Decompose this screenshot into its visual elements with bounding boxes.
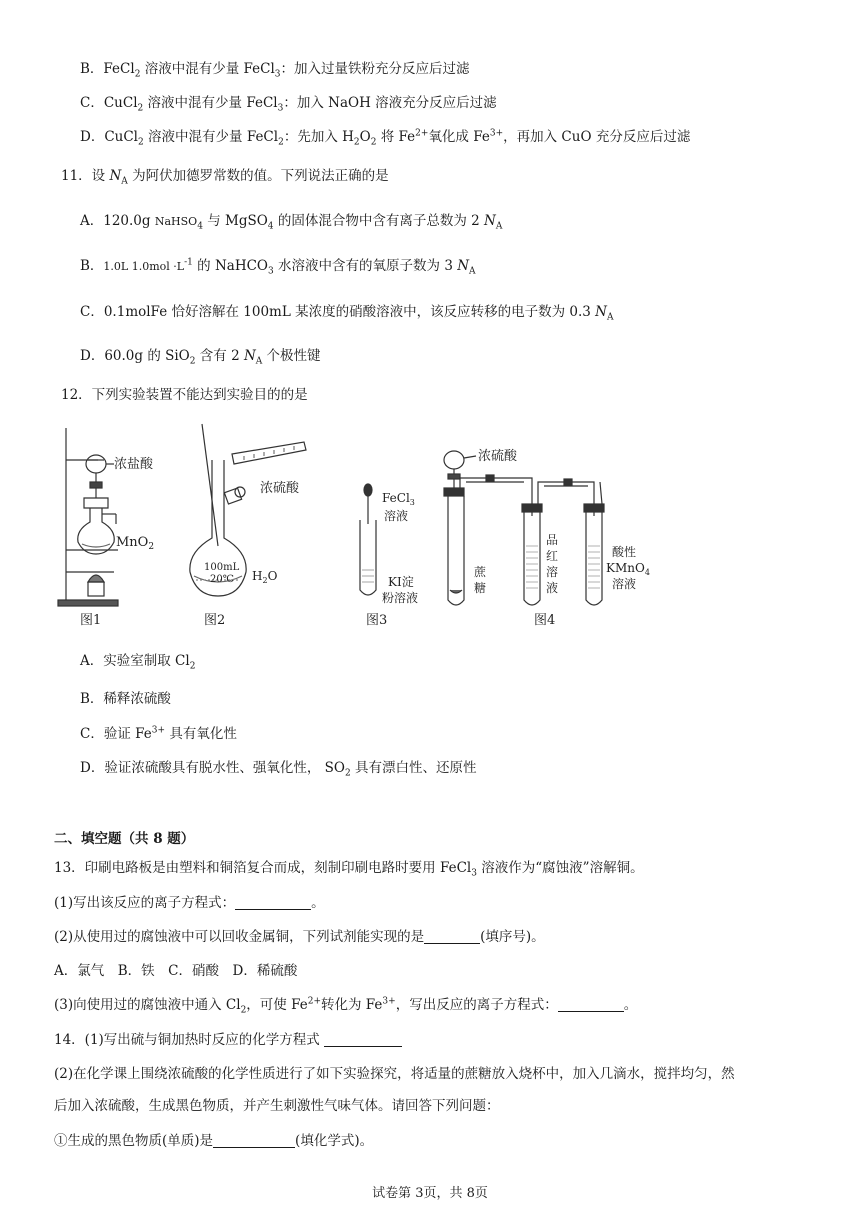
fig4-acid-label: 浓硫酸 bbox=[478, 449, 518, 464]
q14-part-2-sub-1: ①生成的黑色物质(单质)是 (填化学式)。 bbox=[54, 1133, 374, 1149]
fig3-ki-label-1: KI淀 bbox=[388, 575, 414, 589]
q13-choices: A．氯气 B．铁 C．硝酸 D．稀硫酸 bbox=[54, 963, 298, 979]
fig3-ki-label-2: 粉溶液 bbox=[382, 591, 419, 605]
q12-option-d: D．验证浓硫酸具有脱水性、强氧化性， $SO_2$ 具有漂白性、还原性 bbox=[80, 760, 477, 779]
answer-blank[interactable] bbox=[558, 997, 624, 1012]
q13-part-1: (1)写出该反应的离子方程式： 。 bbox=[54, 895, 325, 911]
fig1-acid-label: 浓盐酸 bbox=[114, 457, 154, 472]
fig4-kmno4-1: 酸性 bbox=[612, 545, 637, 559]
fig3-solution-label: 溶液 bbox=[384, 509, 409, 523]
figure-1-caption: 图1 bbox=[80, 613, 102, 628]
fig4-sucrose-2: 糖 bbox=[474, 581, 487, 595]
fig2-water-label: $H_2O$ bbox=[252, 569, 278, 585]
answer-blank[interactable] bbox=[324, 1032, 402, 1047]
q13-stem: 13．印刷电路板是由塑料和铜箔复合而成，刻制印刷电路时要用 FeCl$_3$ 溶液作为“腐蚀液”溶解铜。 bbox=[54, 860, 644, 879]
fig4-pinhong-4: 液 bbox=[546, 581, 559, 595]
q12-apparatus-figures bbox=[54, 420, 674, 632]
answer-blank[interactable] bbox=[235, 895, 311, 910]
fig2-acid-label: 浓硫酸 bbox=[260, 481, 300, 496]
q12-option-b: B．稀释浓硫酸 bbox=[80, 691, 171, 707]
q11-stem: 11．设 $N_A$ 为阿伏加德罗常数的值。下列说法正确的是 bbox=[61, 168, 389, 187]
figure-3-caption: 图3 bbox=[366, 613, 388, 628]
q13-part-2: (2)从使用过的腐蚀液中可以回收金属铜，下列试剂能实现的是 (填序号)。 bbox=[54, 929, 545, 945]
figure-4-caption: 图4 bbox=[534, 613, 556, 628]
q12-stem: 12．下列实验装置不能达到实验目的的是 bbox=[61, 387, 308, 403]
q11-option-a: A．120.0g NaHSO$_4$ 与 MgSO$_4$ 的固体混合物中含有离子总数为 2 $N_A$ bbox=[80, 213, 503, 232]
figure-1-chlorine-setup bbox=[58, 428, 118, 606]
q12-option-c: C．验证 $Fe^{3+}$ 具有氧化性 bbox=[80, 725, 237, 742]
q11-option-c: C．0.1molFe 恰好溶解在 100mL 某浓度的硝酸溶液中，该反应转移的电子数为 0.3 $N_A$ bbox=[80, 304, 614, 323]
q14-part-1: 14．(1)写出硫与铜加热时反应的化学方程式 bbox=[54, 1031, 402, 1049]
fig3-fecl3-label: FeCl$_3$ bbox=[382, 491, 415, 507]
q14-part-2-line-2: 后加入浓硫酸，生成黑色物质，并产生刺激性气味气体。请回答下列问题： bbox=[54, 1098, 500, 1114]
q12-option-a: A．实验室制取 $Cl_2$ bbox=[80, 653, 196, 672]
fig4-sucrose-1: 蔗 bbox=[474, 565, 487, 579]
q10-option-b: B．FeCl$_2$ 溶液中混有少量 FeCl$_3$：加入过量铁粉充分反应后过滤 bbox=[80, 61, 470, 80]
fig4-pinhong-1: 品 bbox=[546, 533, 559, 547]
answer-blank[interactable] bbox=[213, 1133, 295, 1148]
fig1-mno2-label: MnO$_2$ bbox=[116, 535, 155, 552]
q11-option-d: D．60.0g 的 SiO$_2$ 含有 2 $N_A$ 个极性键 bbox=[80, 348, 321, 367]
q14-part-2-line-1: (2)在化学课上围绕浓硫酸的化学性质进行了如下实验探究，将适量的蔗糖放入烧杯中，加入几滴水，搅拌均匀，然 bbox=[54, 1066, 735, 1082]
fig2-temp-label: 20℃ bbox=[210, 574, 234, 585]
answer-blank[interactable] bbox=[424, 929, 480, 944]
q10-option-c: C．CuCl$_2$ 溶液中混有少量 FeCl$_3$：加入 NaOH 溶液充分反应后过滤 bbox=[80, 95, 497, 114]
fig4-kmno4-3: 溶液 bbox=[612, 577, 637, 591]
page-footer: 试卷第 3页，共 8页 bbox=[372, 1186, 488, 1201]
fig4-pinhong-3: 溶 bbox=[546, 565, 559, 579]
figure-4-three-tubes bbox=[444, 451, 604, 605]
q10-option-d: D．CuCl$_2$ 溶液中混有少量 FeCl$_2$：先加入 $H_2O_2$ 将 $Fe^{2+}$氧化成 $Fe^{3+}$，再加入 CuO 充分反应后过滤 bbox=[80, 128, 691, 148]
q11-option-b: B．1.0L $1.0mol \cdot L^{-1}$ 的 NaHCO$_3$ 水溶液中含有的氧原子数为 3 $N_A$ bbox=[80, 257, 476, 277]
fig4-kmno4-2: KMnO$_4$ bbox=[606, 561, 650, 577]
figure-2-caption: 图2 bbox=[204, 613, 226, 628]
fig2-volume-label: 100mL bbox=[204, 562, 240, 573]
q13-part-3: (3)向使用过的腐蚀液中通入 $Cl_2$，可使 $Fe^{2+}$转化为 $Fe^{3+}$，写出反应的离子方程式： 。 bbox=[54, 996, 638, 1016]
figure-3-test-tube bbox=[360, 484, 376, 595]
fig4-pinhong-2: 红 bbox=[546, 549, 559, 563]
section-title: 二、填空题（共 8 题） bbox=[54, 831, 195, 847]
